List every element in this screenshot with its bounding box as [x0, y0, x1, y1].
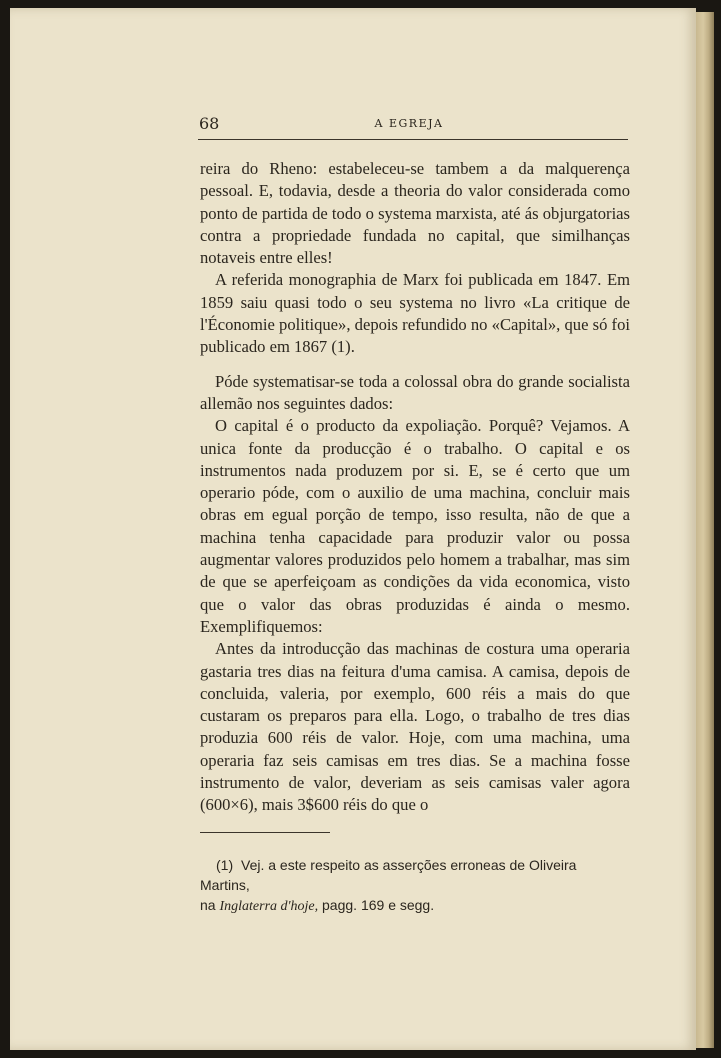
- paragraph: Antes da introducção das machinas de costura uma operaria gastaria tres dias na feitura d'uma camisa. A camisa, depois de concluida, valeria, por exemplo, 600 réis a mais do que custaram os preparos para ella. Logo, o trabalho de tres dias produzia 600 réis de valor. Hoje, com uma machina, uma operaria faz seis camisas em tres dias. Se a machina fosse instrumento de valor, deveriam as seis camisas valer agora (600×6), mais 3$600 réis do que o: [200, 639, 630, 815]
- footnote-rule: [200, 832, 330, 833]
- running-title: A EGREJA: [374, 117, 444, 130]
- footnote-marker: (1): [216, 857, 234, 873]
- page-edge: [696, 12, 714, 1048]
- footnote: [200, 855, 630, 917]
- body-text: [200, 158, 630, 817]
- paragraph: Póde systematisar-se toda a colossal obra do grande socialista allemão nos seguintes dados:: [200, 371, 630, 413]
- footnote-book-title: Inglaterra d'hoje,: [219, 899, 319, 914]
- footnote-text: Vej. a este respeito as asserções erroneas de Oliveira Martins,: [200, 857, 577, 893]
- footnote-line-2: [200, 895, 630, 917]
- header-rule: [198, 139, 628, 140]
- paragraph: reira do Rheno: estabeleceu-se tambem a da malquerença pessoal. E, todavia, desde a theoria do valor considerada como ponto de partida de todo o systema marxista, até ás objurgatorias contra a propriedade fundada no capital, que similhanças notaveis entre elles!: [200, 159, 630, 268]
- paragraph: O capital é o producto da expoliação. Porquê? Vejamos. A unica fonte da producção é o trabalho. O capital e os instrumentos nada produzem por si. E, se é certo que um operario póde, com o auxilio de uma machina, concluir mais obras em egual porção de tempo, isso resulta, não de que a machina tenha capacidade para produzir valor ou possa augmentar valores produzidos pelo homem a trabalhar, mas sim de que se aperfeiçoam as condições da vida economica, visto que o valor das obras produzidas é ainda o mesmo. Exemplifiquemos:: [200, 416, 630, 636]
- footnote-text: pagg. 169 e segg.: [322, 897, 435, 913]
- page-header: [190, 114, 628, 136]
- paragraph: A referida monographia de Marx foi publicada em 1847. Em 1859 saiu quasi todo o seu systema no livro «La critique de l'Économie politique», depois refundido no «Capital», que só foi publicado em 1867 (1).: [200, 270, 630, 357]
- page-number: 68: [199, 114, 220, 133]
- footnote-text: na: [200, 897, 216, 913]
